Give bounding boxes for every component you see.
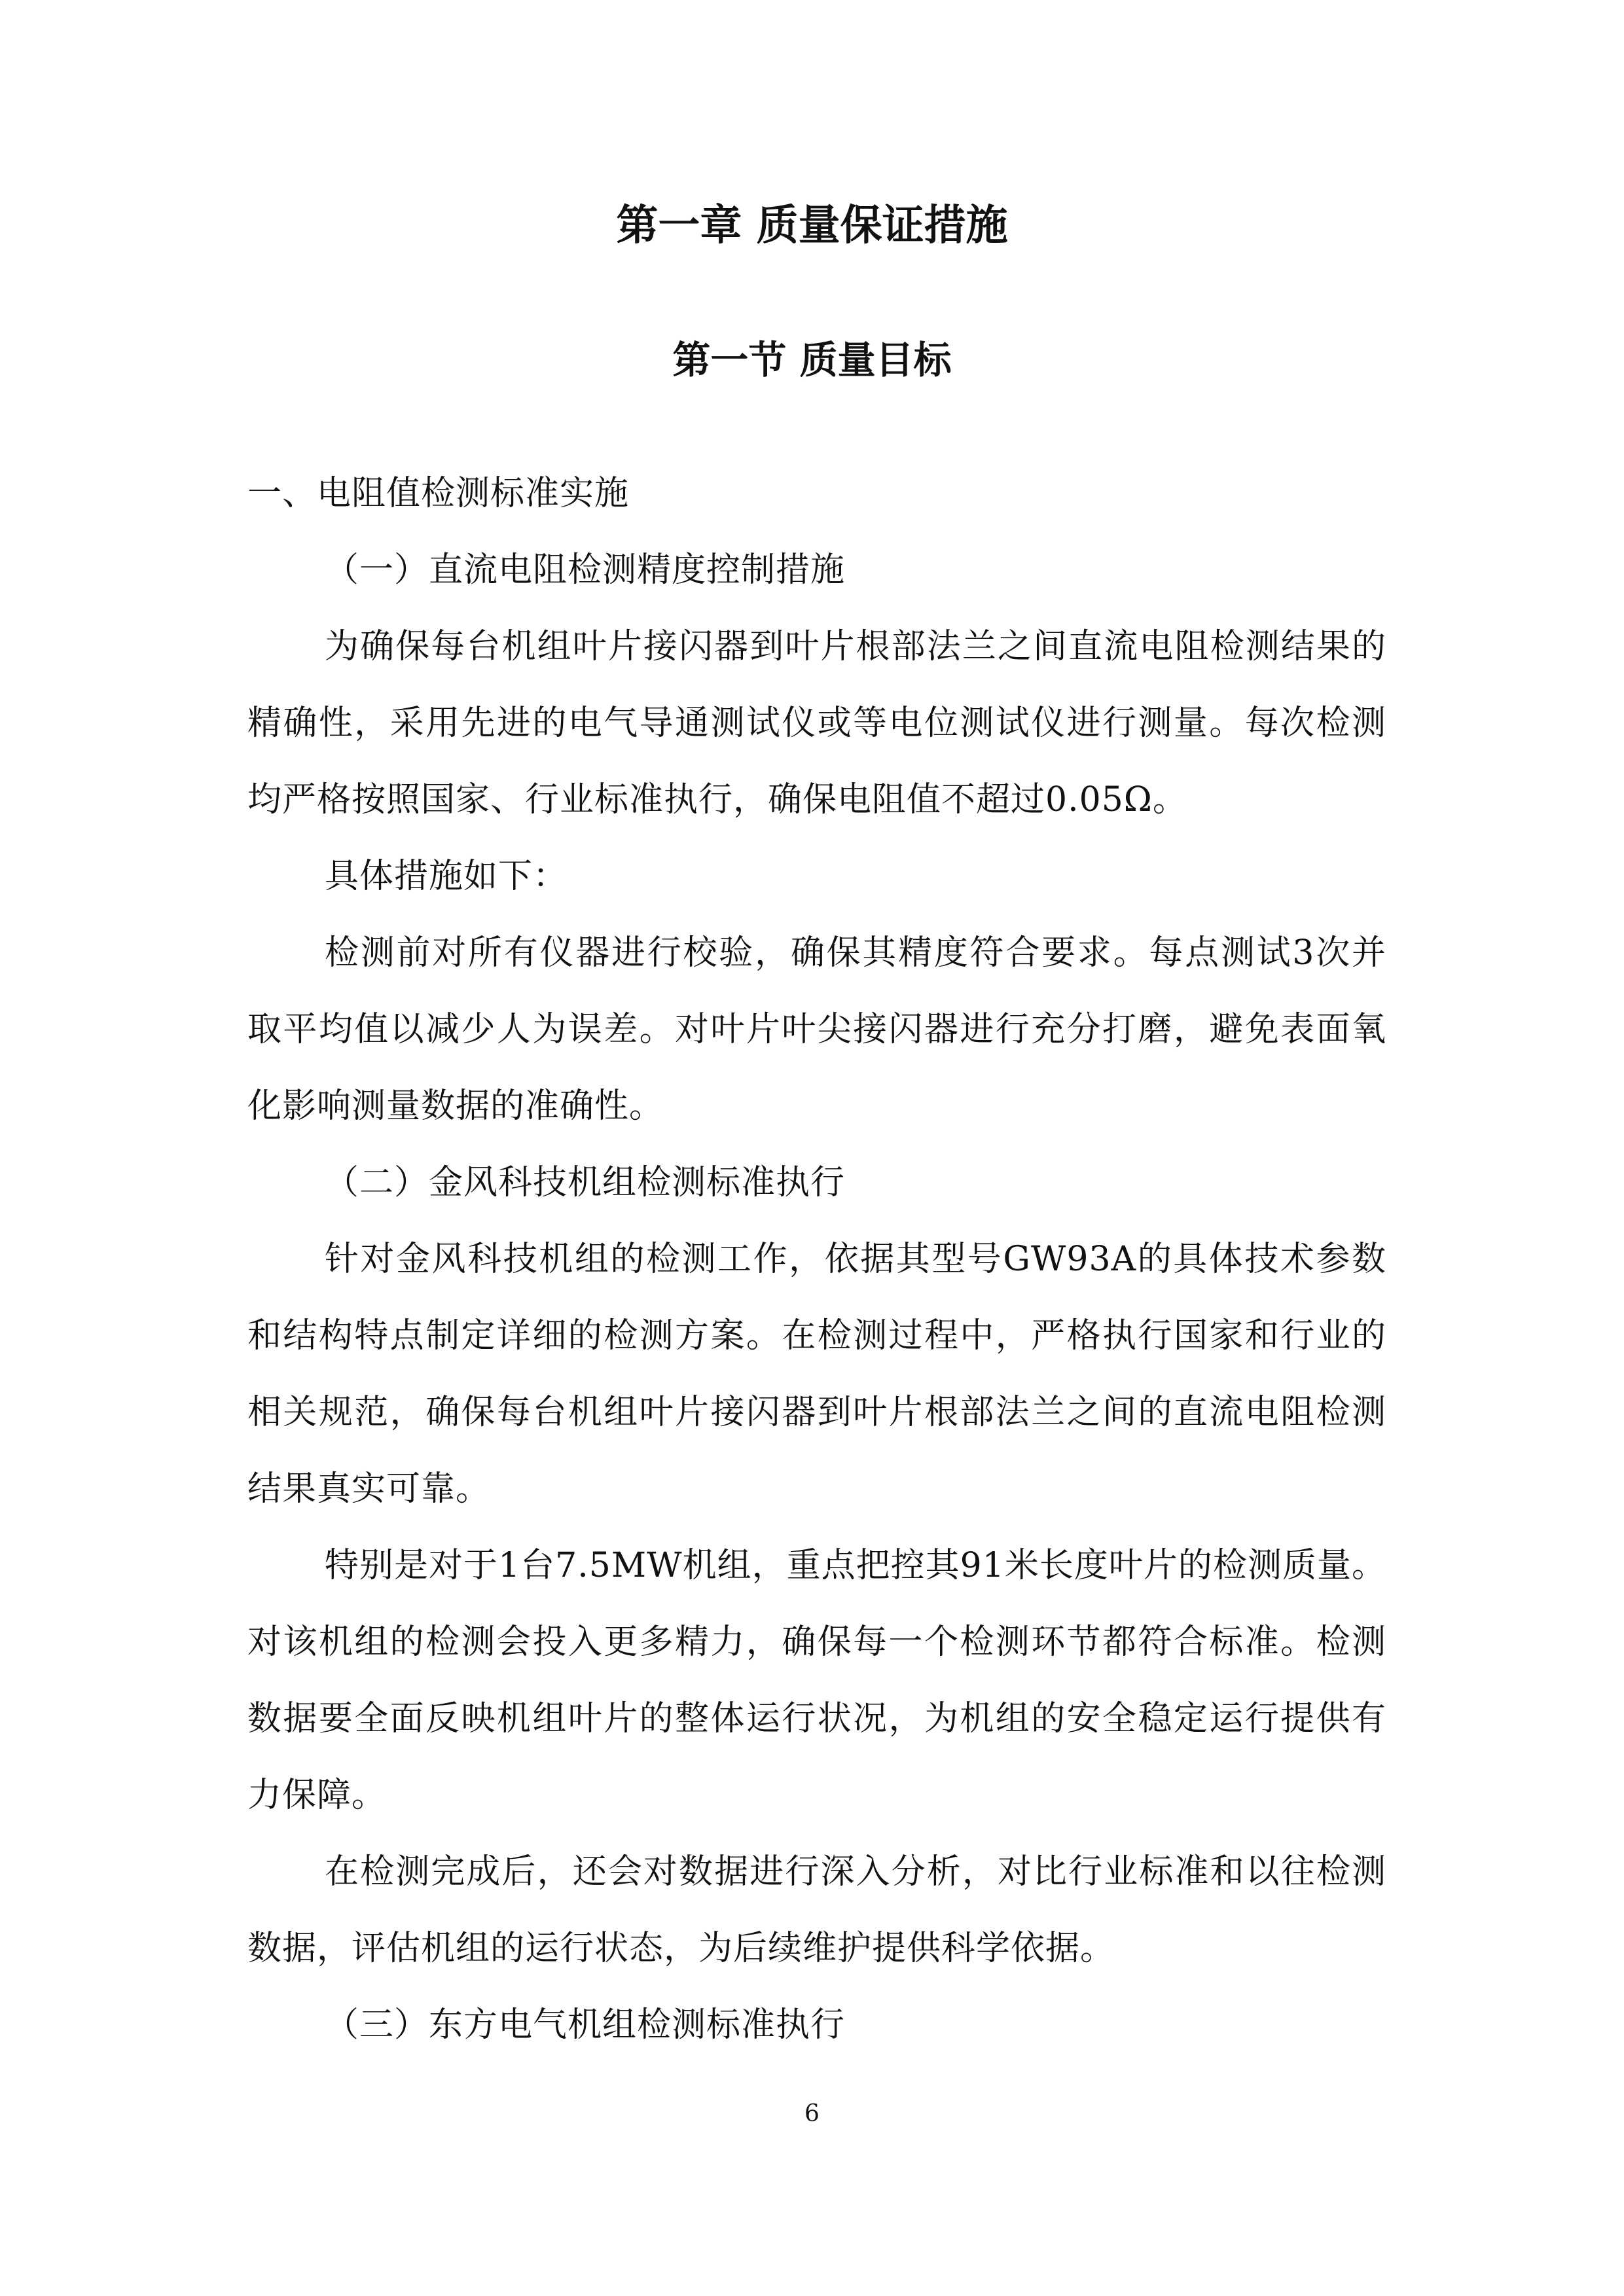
paragraph-5: 特别是对于1台7.5MW机组，重点把控其91米长度叶片的检测质量。对该机组的检测会投入更多精力，确保每一个检测环节都符合标准。检测数据要全面反映机组叶片的整体运行状况，为机组的安全稳定运行提供有力保障。 [247,1546,1386,1815]
paragraph-4: 针对金风科技机组的检测工作，依据其型号GW93A的具体技术参数和结构特点制定详细的检测方案。在检测过程中，严格执行国家和行业的相关规范，确保每台机组叶片接闪器到叶片根部法兰之间的直流电阻检测结果真实可靠。 [247,1240,1386,1509]
chapter-title: 第一章 质量保证措施 [616,202,1008,250]
document-body [247,456,1386,2064]
page-number: 6 [804,2100,820,2127]
subheading-3: （三）东方电气机组检测标准执行 [325,2005,846,2045]
paragraph-1: 为确保每台机组叶片接闪器到叶片根部法兰之间直流电阻检测结果的精确性，采用先进的电气导通测试仪或等电位测试仪进行测量。每次检测均严格按照国家、行业标准执行，确保电阻值不超过0.05Ω。 [247,627,1386,819]
paragraph-3: 检测前对所有仪器进行校验，确保其精度符合要求。每点测试3次并取平均值以减少人为误差。对叶片叶尖接闪器进行充分打磨，避免表面氧化影响测量数据的准确性。 [247,933,1386,1126]
subheading-1: （一）直流电阻检测精度控制措施 [325,550,846,590]
paragraph-6: 在检测完成后，还会对数据进行深入分析，对比行业标准和以往检测数据，评估机组的运行状态，为后续维护提供科学依据。 [247,1852,1386,1968]
section-title: 第一节 质量目标 [672,338,952,382]
paragraph-2: 具体措施如下： [325,857,568,896]
subheading-2: （二）金风科技机组检测标准执行 [325,1163,846,1202]
heading-level-1: 一、电阻值检测标准实施 [247,474,630,513]
